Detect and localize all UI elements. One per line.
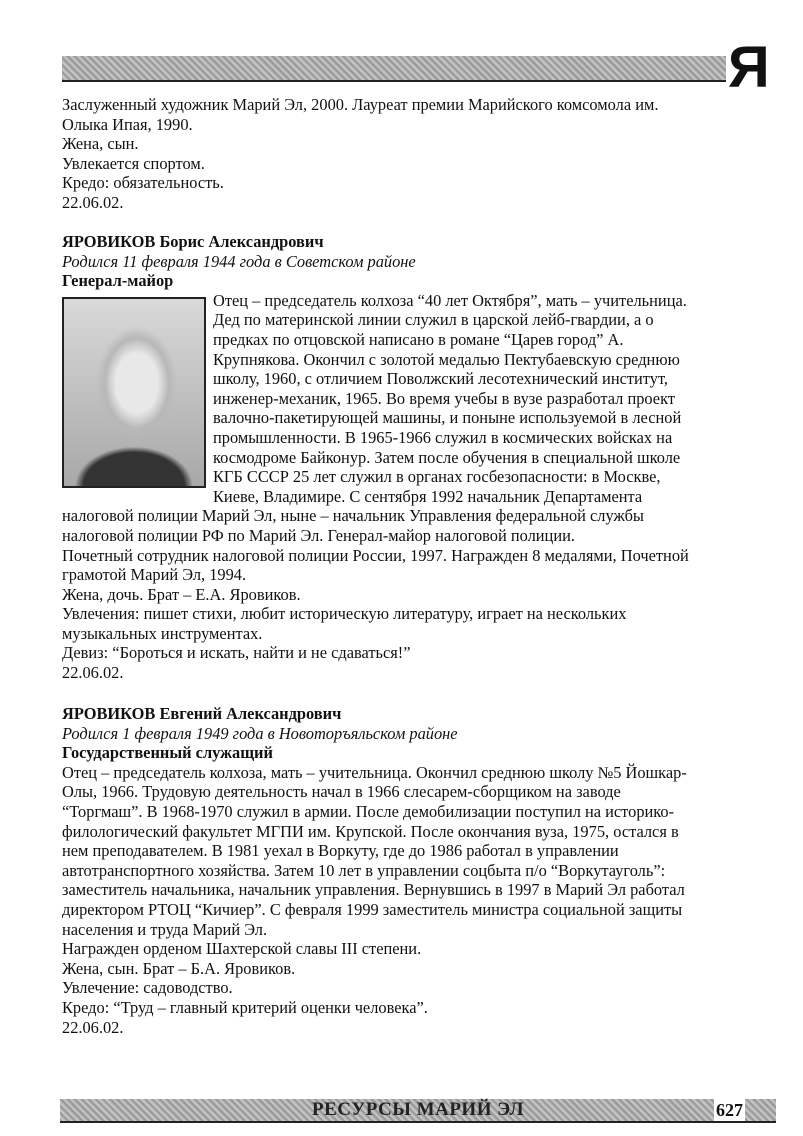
text-line: 22.06.02. — [62, 192, 124, 212]
text-line: “Торгмаш”. В 1968-1970 служил в армии. После демобилизации поступил на историко- — [62, 801, 675, 821]
biography-entry — [62, 704, 687, 1037]
text-line: грамотой Марий Эл, 1994. — [62, 565, 247, 585]
text-line: предках по отцовской написано в романе “Царев город” А. — [213, 329, 624, 349]
text-line: Олы, 1966. Трудовую деятельность начал в 1966 слесарем-сборщиком на заводе — [62, 782, 621, 802]
text-line: Жена, сын. — [62, 134, 139, 154]
text-line: Девиз: “Бороться и искать, найти и не сдаваться!” — [62, 643, 411, 663]
text-line: Кредо: обязательность. — [62, 173, 224, 193]
text-line: космодроме Байконур. Затем после обучения в специальной школе — [213, 447, 681, 467]
header-decorative-bar — [62, 56, 726, 82]
portrait-photo — [62, 297, 206, 488]
text-line: Награжден орденом Шахтерской славы III степени. — [62, 939, 422, 959]
text-line: Отец – председатель колхоза “40 лет Октября”, мать – учительница. — [213, 290, 687, 310]
birth-info: Родился 1 февраля 1949 года в Новоторъяльском районе — [62, 723, 458, 743]
text-line: музыкальных инструментах. — [62, 623, 263, 643]
person-name: ЯРОВИКОВ Борис Александрович — [62, 232, 324, 251]
text-line: Дед по материнской линии служил в царской лейб-гвардии, а о — [213, 310, 654, 330]
text-line: Жена, дочь. Брат – Е.А. Яровиков. — [62, 584, 301, 604]
section-letter: Я — [728, 35, 770, 100]
text-line: Увлечения: пишет стихи, любит историческую литературу, играет на нескольких — [62, 604, 627, 624]
text-line: заместитель начальника, начальник управления. Вернувшись в 1997 в Марий Эл работал — [62, 880, 685, 900]
position-title: Генерал-майор — [62, 271, 174, 291]
footer-title: РЕСУРСЫ МАРИЙ ЭЛ — [312, 1099, 525, 1120]
text-line: инженер-механик, 1965. Во время учебы в вузе разработал проект — [213, 388, 675, 408]
text-line: Жена, сын. Брат – Б.А. Яровиков. — [62, 958, 296, 978]
text-line: промышленности. В 1965-1966 служил в космических войсках на — [213, 427, 673, 447]
text-line: Отец – председатель колхоза, мать – учительница. Окончил среднюю школу №5 Йошкар- — [62, 762, 687, 782]
text-line: школу, 1960, с отличием Поволжский лесотехнический институт, — [213, 369, 668, 389]
previous-entry-continuation — [62, 95, 658, 213]
text-line: 22.06.02. — [62, 663, 124, 683]
text-line: Почетный сотрудник налоговой полиции России, 1997. Награжден 8 медалями, Почетной — [62, 545, 689, 565]
position-title: Государственный служащий — [62, 743, 273, 763]
text-line: нем преподавателем. В 1981 уехал в Воркуту, где до 1986 работал в управлении — [62, 841, 619, 861]
text-line: Заслуженный художник Марий Эл, 2000. Лауреат премии Марийского комсомола им. — [62, 95, 659, 114]
text-line: автотранспортного хозяйства. Затем 10 лет в управлении соцбыта п/о “Воркутауголь”: — [62, 860, 666, 880]
page-number: 627 — [716, 1100, 743, 1120]
text-line: населения и труда Марий Эл. — [62, 919, 268, 939]
text-line: директором РТОЦ “Кичиер”. С февраля 1999 заместитель министра социальной защиты — [62, 899, 683, 919]
text-line: налоговой полиции РФ по Марий Эл. Генерал-майор налоговой полиции. — [62, 525, 575, 545]
text-line: 22.06.02. — [62, 1017, 124, 1037]
text-line: Кредо: “Труд – главный критерий оценки человека”. — [62, 997, 428, 1017]
text-line: КГБ СССР 25 лет служил в органах госбезопасности: в Москве, — [213, 467, 661, 487]
text-line: Киеве, Владимире. С сентября 1992 начальник Департамента — [213, 486, 643, 506]
text-line: Увлекается спортом. — [62, 153, 205, 173]
text-line: Увлечение: садоводство. — [62, 978, 233, 998]
text-line: Олыка Ипая, 1990. — [62, 114, 193, 134]
text-line: Крупнякова. Окончил с золотой медалью Пектубаевскую среднюю — [213, 349, 680, 369]
text-line: налоговой полиции Марий Эл, ныне – начальник Управления федеральной службы — [62, 506, 644, 526]
birth-info: Родился 11 февраля 1944 года в Советском районе — [62, 251, 416, 271]
text-line: филологический факультет МГПИ им. Крупской. После окончания вуза, 1975, остался в — [62, 821, 679, 841]
person-name: ЯРОВИКОВ Евгений Александрович — [62, 704, 342, 723]
text-line: валочно-пакетирующей машины, и поныне используемой в лесной — [213, 408, 682, 428]
